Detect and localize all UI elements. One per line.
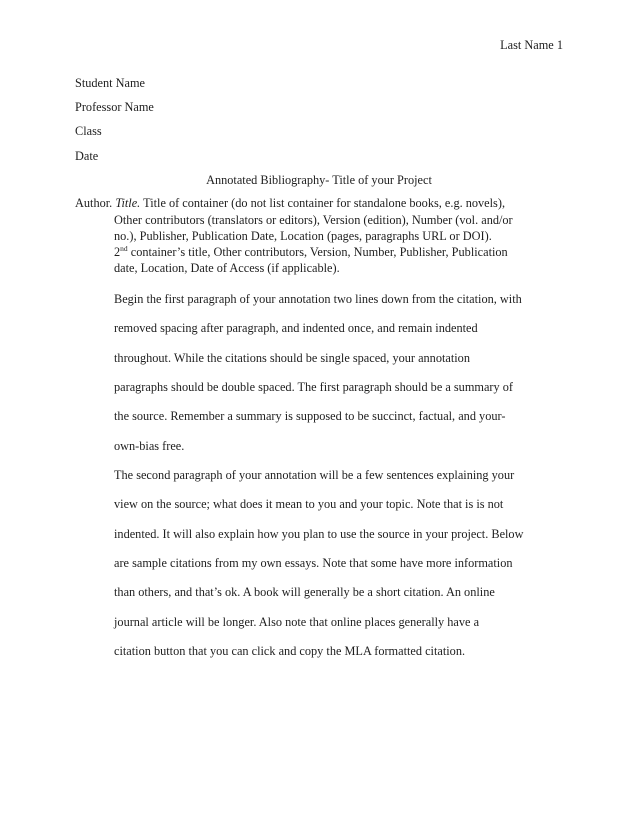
citation-line-1 xyxy=(75,197,505,209)
citation-line-4 xyxy=(114,243,508,259)
annotation-line: view on the source; what does it mean to you and your topic. Note that is is not xyxy=(114,497,504,511)
citation-ordinal-suffix: nd xyxy=(120,243,128,253)
annotation-line: journal article will be longer. Also note that online places generally have a xyxy=(114,615,480,629)
student-name: Student Name xyxy=(75,76,146,90)
annotation-line: the source. Remember a summary is supposed to be succinct, factual, and your- xyxy=(114,409,506,423)
running-head: Last Name 1 xyxy=(500,38,563,52)
annotation-line: removed spacing after paragraph, and indented once, and remain indented xyxy=(114,321,478,335)
citation-author: Author. xyxy=(75,196,113,210)
date: Date xyxy=(75,149,99,163)
citation-container: Title of container (do not list container for standalone books, e.g. novels), xyxy=(143,196,506,210)
professor-name: Professor Name xyxy=(75,100,154,114)
annotation-line: are sample citations from my own essays. Note that some have more information xyxy=(114,556,513,570)
annotation-line: than others, and that’s ok. A book will generally be a short citation. An online xyxy=(114,585,495,599)
annotation-line: paragraphs should be double spaced. The first paragraph should be a summary of xyxy=(114,380,513,394)
class-name: Class xyxy=(75,124,102,138)
citation-line-3: no.), Publisher, Publication Date, Location (pages, paragraphs URL or DOI). xyxy=(114,229,492,243)
annotation-line: Begin the first paragraph of your annotation two lines down from the citation, with xyxy=(114,292,522,306)
citation-line-5: date, Location, Date of Access (if applicable). xyxy=(114,261,340,275)
citation-line-2: Other contributors (translators or editors), Version (edition), Number (vol. and/or xyxy=(114,213,513,227)
document-title: Annotated Bibliography- Title of your Project xyxy=(206,173,432,187)
citation-ordinal: 2 xyxy=(114,245,121,259)
annotation-line: The second paragraph of your annotation will be a few sentences explaining your xyxy=(114,468,515,482)
annotation-line: own-bias free. xyxy=(114,439,185,453)
citation-title: Title. xyxy=(115,196,141,210)
annotation-line: throughout. While the citations should be single spaced, your annotation xyxy=(114,351,470,365)
annotation-line: indented. It will also explain how you plan to use the source in your project. Below xyxy=(114,527,524,541)
annotation-line: citation button that you can click and copy the MLA formatted citation. xyxy=(114,644,466,658)
citation-line-4-text: container’s title, Other contributors, Version, Number, Publisher, Publication xyxy=(127,245,508,259)
